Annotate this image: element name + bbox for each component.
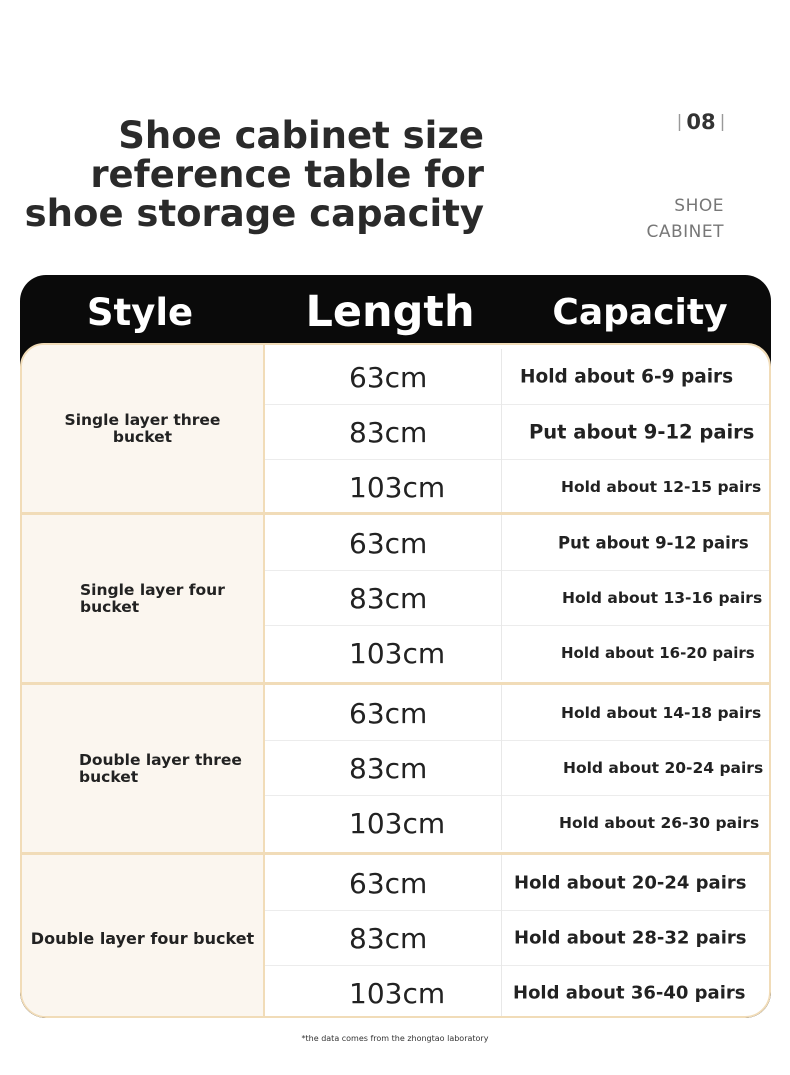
length-cell: 83cm xyxy=(265,404,502,459)
style-cell xyxy=(22,515,265,682)
column-header-capacity: Capacity xyxy=(552,292,728,333)
category-label xyxy=(646,193,724,245)
capacity-cell: Hold about 36-40 pairs xyxy=(513,982,746,1003)
style-cell xyxy=(22,685,265,852)
capacity-cell: Hold about 13-16 pairs xyxy=(562,588,763,607)
length-cell: 83cm xyxy=(265,570,502,625)
table-group xyxy=(22,685,769,852)
table-header xyxy=(20,275,771,347)
table-row xyxy=(265,349,769,404)
table-row xyxy=(265,965,769,1018)
table-row xyxy=(265,910,769,965)
divider-left: | xyxy=(676,112,683,132)
table-row xyxy=(265,570,769,625)
title-line-2: reference table for xyxy=(90,153,484,196)
length-cell: 63cm xyxy=(265,515,502,570)
length-cell: 63cm xyxy=(265,855,502,910)
divider-right: | xyxy=(719,112,726,132)
length-cell: 63cm xyxy=(265,685,502,740)
table-group xyxy=(22,345,769,512)
table-row xyxy=(265,515,769,570)
table-row xyxy=(265,625,769,680)
capacity-cell: Hold about 20-24 pairs xyxy=(514,872,747,893)
column-header-style: Style xyxy=(86,291,194,334)
category-line-2: CABINET xyxy=(646,222,724,242)
length-cell: 103cm xyxy=(265,795,502,850)
page-number-value: 08 xyxy=(686,110,716,134)
length-cell: 103cm xyxy=(265,625,502,680)
length-cell: 103cm xyxy=(265,459,502,514)
style-label: Double layer four bucket xyxy=(30,929,255,948)
capacity-cell: Hold about 28-32 pairs xyxy=(514,927,747,948)
capacity-cell: Hold about 26-30 pairs xyxy=(559,813,760,832)
capacity-cell: Hold about 6-9 pairs xyxy=(520,366,734,387)
table-body xyxy=(20,343,771,1018)
title-line-3: shoe storage capacity xyxy=(24,192,484,235)
capacity-cell: Put about 9-12 pairs xyxy=(558,533,749,552)
style-cell xyxy=(22,855,265,1018)
length-cell: 83cm xyxy=(265,910,502,965)
category-line-1: SHOE xyxy=(674,196,724,216)
length-cell: 83cm xyxy=(265,740,502,795)
size-table xyxy=(20,275,771,1018)
title-line-1: Shoe cabinet size xyxy=(118,114,484,157)
length-cell: 63cm xyxy=(265,349,502,404)
table-row xyxy=(265,855,769,910)
page-title xyxy=(25,116,484,233)
capacity-cell: Hold about 16-20 pairs xyxy=(561,643,755,662)
column-header-length: Length xyxy=(305,287,475,337)
footnote: *the data comes from the zhongtao laboratory xyxy=(301,1034,489,1043)
page-number xyxy=(672,110,730,134)
table-row xyxy=(265,685,769,740)
table-row xyxy=(265,740,769,795)
style-cell xyxy=(22,345,265,512)
length-cell: 103cm xyxy=(265,965,502,1018)
capacity-cell: Put about 9-12 pairs xyxy=(529,420,755,443)
capacity-cell: Hold about 12-15 pairs xyxy=(561,477,762,496)
style-label: Double layer three bucket xyxy=(79,750,242,786)
style-label: Single layer four bucket xyxy=(80,580,225,616)
table-row xyxy=(265,459,769,514)
capacity-cell: Hold about 14-18 pairs xyxy=(561,703,762,722)
table-group xyxy=(22,855,769,1018)
table-group xyxy=(22,515,769,682)
capacity-cell: Hold about 20-24 pairs xyxy=(563,758,764,777)
table-row xyxy=(265,404,769,459)
style-label: Single layer three bucket xyxy=(64,410,221,446)
table-row xyxy=(265,795,769,850)
